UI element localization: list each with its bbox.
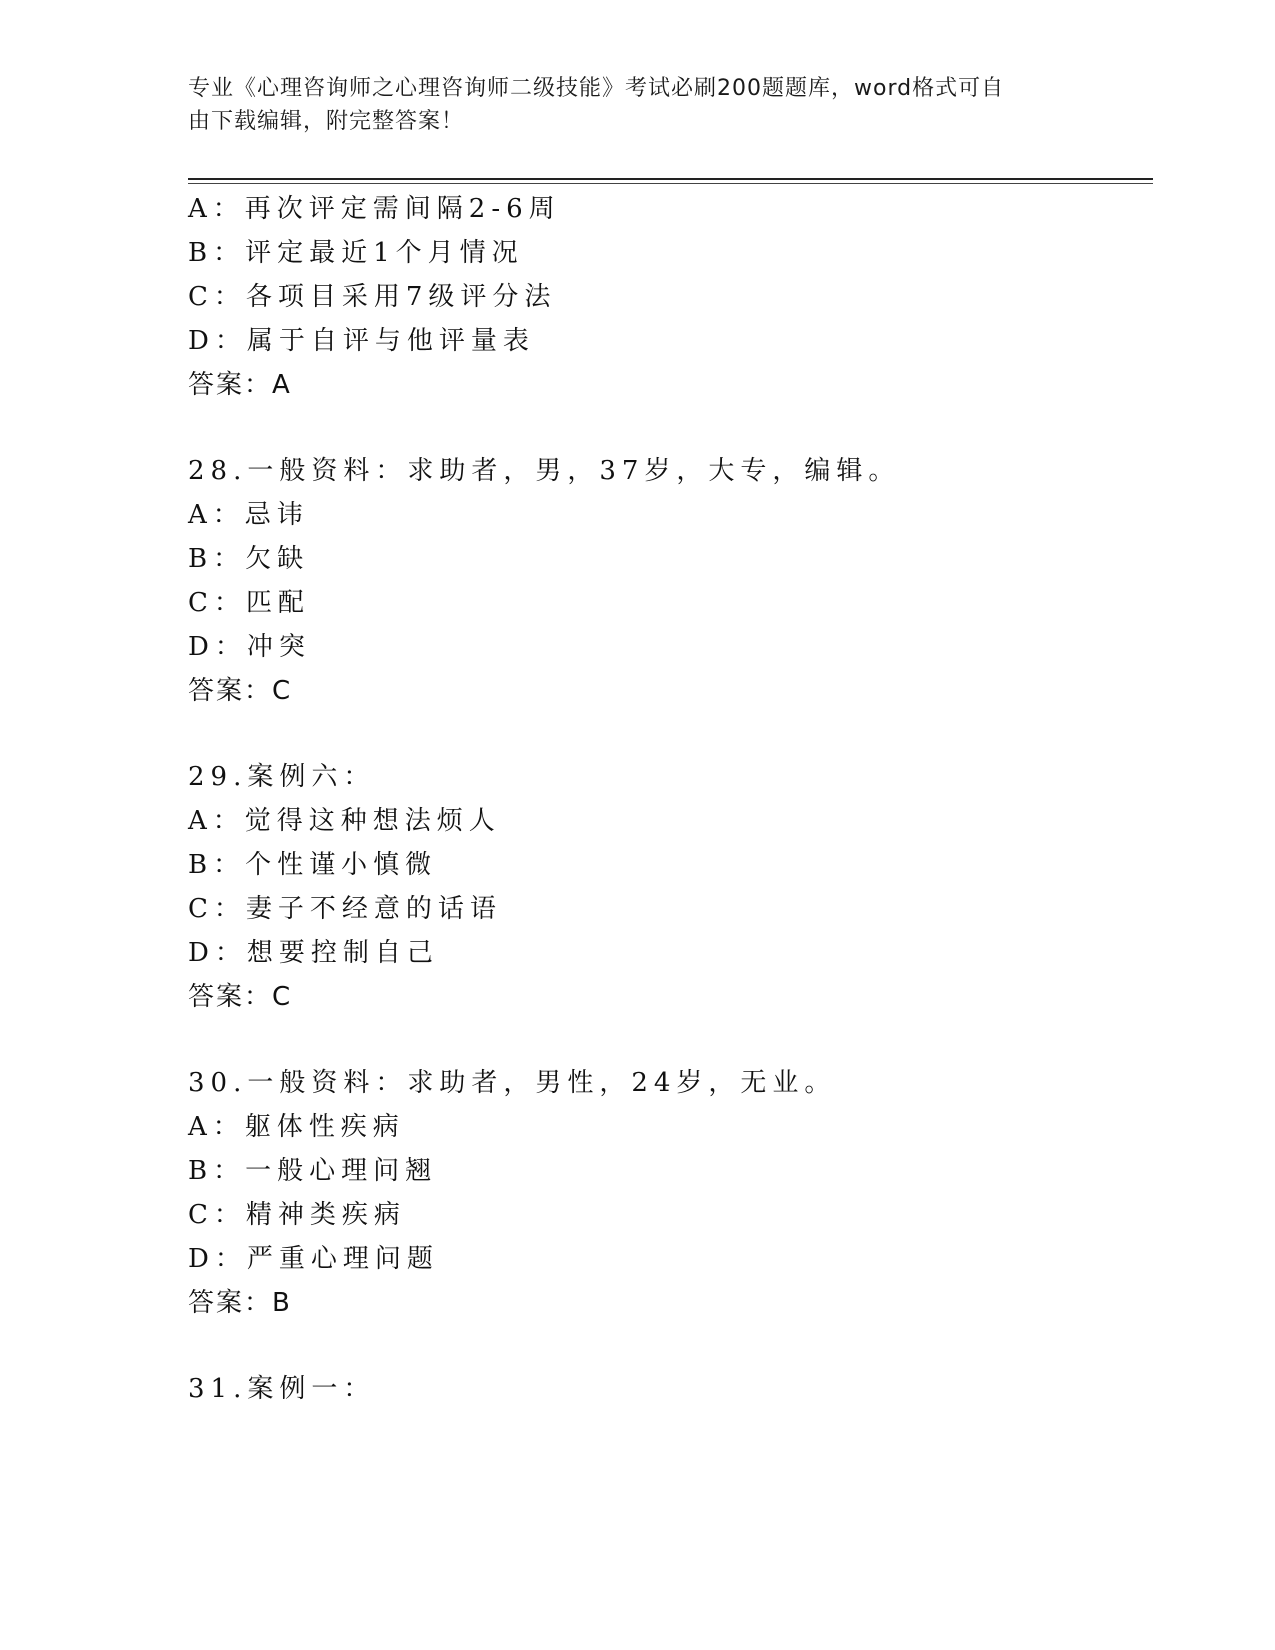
q29-option-b: B：个性谨小慎微 (188, 850, 438, 880)
q28-option-a: A：忌讳 (188, 500, 309, 530)
q30-option-b: B：一般心理问翘 (188, 1156, 438, 1186)
header-divider-thin (188, 183, 1153, 184)
q28-answer: 答案：C (188, 676, 293, 706)
q27-option-c: C：各项目采用7级评分法 (188, 282, 557, 312)
q28-option-d: D：冲突 (188, 632, 311, 662)
q30-stem: 30.一般资料：求助者，男性，24岁，无业。 (188, 1068, 837, 1098)
q28-option-c: C：匹配 (188, 588, 310, 618)
q29-answer: 答案：C (188, 982, 293, 1012)
q28-stem: 28.一般资料：求助者，男，37岁，大专，编辑。 (188, 456, 901, 486)
q31-stem: 31.案例一： (188, 1374, 376, 1404)
header-line-2: 由下载编辑，附完整答案！ (188, 109, 465, 134)
q30-option-a: A：躯体性疾病 (188, 1112, 405, 1142)
q29-option-c: C：妻子不经意的话语 (188, 894, 502, 924)
header-divider-thick (188, 178, 1153, 180)
q27-option-d: D：属于自评与他评量表 (188, 326, 535, 356)
q27-option-b: B：评定最近1个月情况 (188, 238, 524, 268)
q30-option-c: C：精神类疾病 (188, 1200, 406, 1230)
q29-option-a: A：觉得这种想法烦人 (188, 806, 501, 836)
q29-option-d: D：想要控制自己 (188, 938, 439, 968)
q28-option-b: B：欠缺 (188, 544, 310, 574)
q30-option-d: D：严重心理问题 (188, 1244, 439, 1274)
q27-option-a: A：再次评定需间隔2-6周 (188, 194, 561, 224)
q29-stem: 29.案例六： (188, 762, 376, 792)
document-header (188, 72, 1068, 138)
header-line-1: 专业《心理咨询师之心理咨询师二级技能》考试必刷200题题库，word格式可自 (188, 76, 1005, 101)
q30-answer: 答案：B (188, 1288, 292, 1318)
q27-answer: 答案：A (188, 370, 292, 400)
